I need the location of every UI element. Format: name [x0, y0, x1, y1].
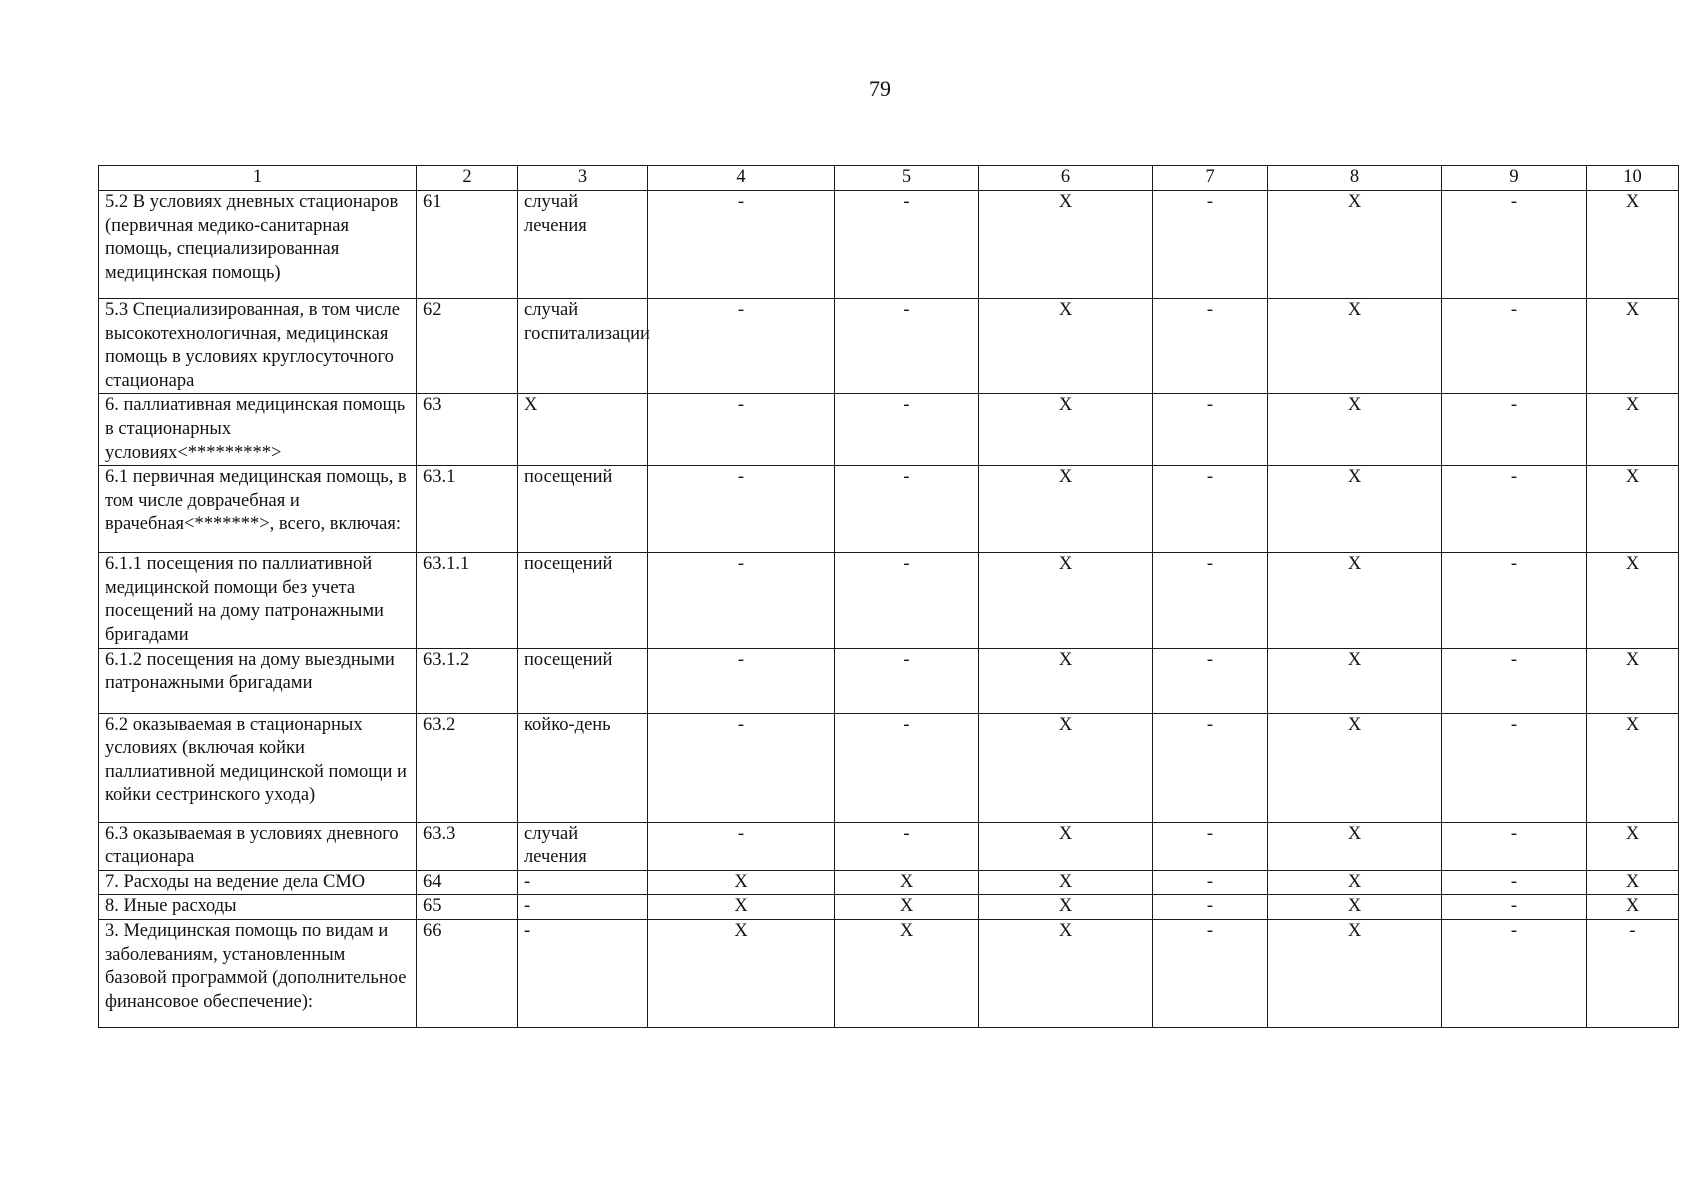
value-cell-5: - — [835, 299, 979, 394]
indicator-name-cell: 8. Иные расходы — [99, 895, 417, 920]
value-cell-8: X — [1268, 466, 1442, 553]
unit-cell: - — [518, 870, 648, 895]
row-code-cell: 63.1.2 — [417, 648, 518, 713]
value-cell-6: X — [979, 466, 1153, 553]
column-header-6: 6 — [979, 166, 1153, 191]
column-header-10: 10 — [1587, 166, 1679, 191]
table-row — [99, 895, 1679, 920]
row-code-cell: 63 — [417, 394, 518, 466]
value-cell-6: X — [979, 822, 1153, 870]
value-cell-10: - — [1587, 919, 1679, 1027]
row-code-cell: 63.3 — [417, 822, 518, 870]
value-cell-9: - — [1442, 870, 1587, 895]
table-row — [99, 822, 1679, 870]
row-code-cell: 63.1 — [417, 466, 518, 553]
data-table — [98, 165, 1679, 1028]
value-cell-9: - — [1442, 466, 1587, 553]
unit-cell: случай лечения — [518, 822, 648, 870]
value-cell-8: X — [1268, 553, 1442, 648]
row-code-cell: 64 — [417, 870, 518, 895]
table-header — [99, 166, 1679, 191]
value-cell-5: - — [835, 553, 979, 648]
value-cell-4: - — [648, 713, 835, 822]
value-cell-9: - — [1442, 919, 1587, 1027]
value-cell-6: X — [979, 895, 1153, 920]
indicator-name-cell: 6.1 первичная медицинская помощь, в том числе доврачебная и врачебная<*******>, всего, включая: — [99, 466, 417, 553]
value-cell-4: X — [648, 870, 835, 895]
value-cell-10: X — [1587, 895, 1679, 920]
value-cell-10: X — [1587, 870, 1679, 895]
indicator-name-cell: 6. паллиативная медицинская помощь в стационарных условиях<*********> — [99, 394, 417, 466]
unit-cell: случай лечения — [518, 191, 648, 299]
value-cell-4: - — [648, 648, 835, 713]
unit-cell: посещений — [518, 648, 648, 713]
value-cell-6: X — [979, 394, 1153, 466]
value-cell-8: X — [1268, 713, 1442, 822]
value-cell-5: - — [835, 648, 979, 713]
unit-cell: посещений — [518, 553, 648, 648]
value-cell-7: - — [1153, 648, 1268, 713]
table-row — [99, 299, 1679, 394]
value-cell-10: X — [1587, 713, 1679, 822]
value-cell-7: - — [1153, 191, 1268, 299]
value-cell-10: X — [1587, 299, 1679, 394]
value-cell-7: - — [1153, 466, 1268, 553]
value-cell-7: - — [1153, 713, 1268, 822]
value-cell-10: X — [1587, 648, 1679, 713]
value-cell-9: - — [1442, 299, 1587, 394]
value-cell-10: X — [1587, 191, 1679, 299]
unit-cell: посещений — [518, 466, 648, 553]
value-cell-8: X — [1268, 191, 1442, 299]
column-header-1: 1 — [99, 166, 417, 191]
value-cell-6: X — [979, 191, 1153, 299]
value-cell-4: - — [648, 191, 835, 299]
value-cell-9: - — [1442, 553, 1587, 648]
column-header-8: 8 — [1268, 166, 1442, 191]
row-code-cell: 62 — [417, 299, 518, 394]
page-number: 79 — [869, 76, 891, 101]
indicator-name-cell: 6.1.2 посещения на дому выездными патронажными бригадами — [99, 648, 417, 713]
table-row — [99, 713, 1679, 822]
table-body — [99, 191, 1679, 1028]
indicator-name-cell: 3. Медицинская помощь по видам и заболеваниям, установленным базовой программой (дополнительное финансовое обеспечение): — [99, 919, 417, 1027]
table-row — [99, 191, 1679, 299]
value-cell-8: X — [1268, 870, 1442, 895]
value-cell-7: - — [1153, 299, 1268, 394]
value-cell-8: X — [1268, 394, 1442, 466]
value-cell-7: - — [1153, 822, 1268, 870]
column-header-3: 3 — [518, 166, 648, 191]
header-row — [99, 166, 1679, 191]
value-cell-9: - — [1442, 191, 1587, 299]
value-cell-9: - — [1442, 394, 1587, 466]
value-cell-5: X — [835, 870, 979, 895]
table-row — [99, 466, 1679, 553]
column-header-2: 2 — [417, 166, 518, 191]
value-cell-10: X — [1587, 394, 1679, 466]
value-cell-9: - — [1442, 895, 1587, 920]
row-code-cell: 63.2 — [417, 713, 518, 822]
column-header-4: 4 — [648, 166, 835, 191]
table-row — [99, 919, 1679, 1027]
value-cell-8: X — [1268, 919, 1442, 1027]
value-cell-4: - — [648, 394, 835, 466]
indicator-name-cell: 6.2 оказываемая в стационарных условиях (включая койки паллиативной медицинской помощи и койки сестринского ухода) — [99, 713, 417, 822]
value-cell-7: - — [1153, 895, 1268, 920]
row-code-cell: 63.1.1 — [417, 553, 518, 648]
unit-cell: - — [518, 895, 648, 920]
value-cell-5: X — [835, 895, 979, 920]
column-header-7: 7 — [1153, 166, 1268, 191]
indicator-name-cell: 6.1.1 посещения по паллиативной медицинской помощи без учета посещений на дому патронажными бригадами — [99, 553, 417, 648]
unit-cell: - — [518, 919, 648, 1027]
value-cell-4: - — [648, 299, 835, 394]
table-row — [99, 870, 1679, 895]
value-cell-10: X — [1587, 553, 1679, 648]
value-cell-6: X — [979, 870, 1153, 895]
indicator-name-cell: 5.3 Специализированная, в том числе высокотехнологичная, медицинская помощь в условиях круглосуточного стационара — [99, 299, 417, 394]
value-cell-8: X — [1268, 895, 1442, 920]
value-cell-9: - — [1442, 822, 1587, 870]
value-cell-6: X — [979, 299, 1153, 394]
value-cell-6: X — [979, 553, 1153, 648]
row-code-cell: 61 — [417, 191, 518, 299]
row-code-cell: 66 — [417, 919, 518, 1027]
unit-cell: X — [518, 394, 648, 466]
indicator-name-cell: 7. Расходы на ведение дела СМО — [99, 870, 417, 895]
value-cell-5: - — [835, 713, 979, 822]
table-row — [99, 394, 1679, 466]
value-cell-6: X — [979, 713, 1153, 822]
value-cell-8: X — [1268, 822, 1442, 870]
value-cell-10: X — [1587, 466, 1679, 553]
value-cell-9: - — [1442, 713, 1587, 822]
value-cell-5: - — [835, 466, 979, 553]
value-cell-6: X — [979, 648, 1153, 713]
value-cell-5: - — [835, 191, 979, 299]
value-cell-7: - — [1153, 394, 1268, 466]
value-cell-5: - — [835, 822, 979, 870]
table-row — [99, 648, 1679, 713]
table-row — [99, 553, 1679, 648]
value-cell-4: - — [648, 466, 835, 553]
value-cell-4: - — [648, 822, 835, 870]
value-cell-8: X — [1268, 299, 1442, 394]
value-cell-7: - — [1153, 553, 1268, 648]
value-cell-7: - — [1153, 919, 1268, 1027]
column-header-9: 9 — [1442, 166, 1587, 191]
value-cell-5: - — [835, 394, 979, 466]
unit-cell: койко-день — [518, 713, 648, 822]
column-header-5: 5 — [835, 166, 979, 191]
value-cell-9: - — [1442, 648, 1587, 713]
value-cell-8: X — [1268, 648, 1442, 713]
value-cell-6: X — [979, 919, 1153, 1027]
indicator-name-cell: 6.3 оказываемая в условиях дневного стационара — [99, 822, 417, 870]
unit-cell: случай госпитализации — [518, 299, 648, 394]
row-code-cell: 65 — [417, 895, 518, 920]
value-cell-4: - — [648, 553, 835, 648]
value-cell-4: X — [648, 919, 835, 1027]
indicator-name-cell: 5.2 В условиях дневных стационаров (первичная медико-санитарная помощь, специализированная медицинская помощь) — [99, 191, 417, 299]
value-cell-5: X — [835, 919, 979, 1027]
value-cell-7: - — [1153, 870, 1268, 895]
value-cell-10: X — [1587, 822, 1679, 870]
value-cell-4: X — [648, 895, 835, 920]
